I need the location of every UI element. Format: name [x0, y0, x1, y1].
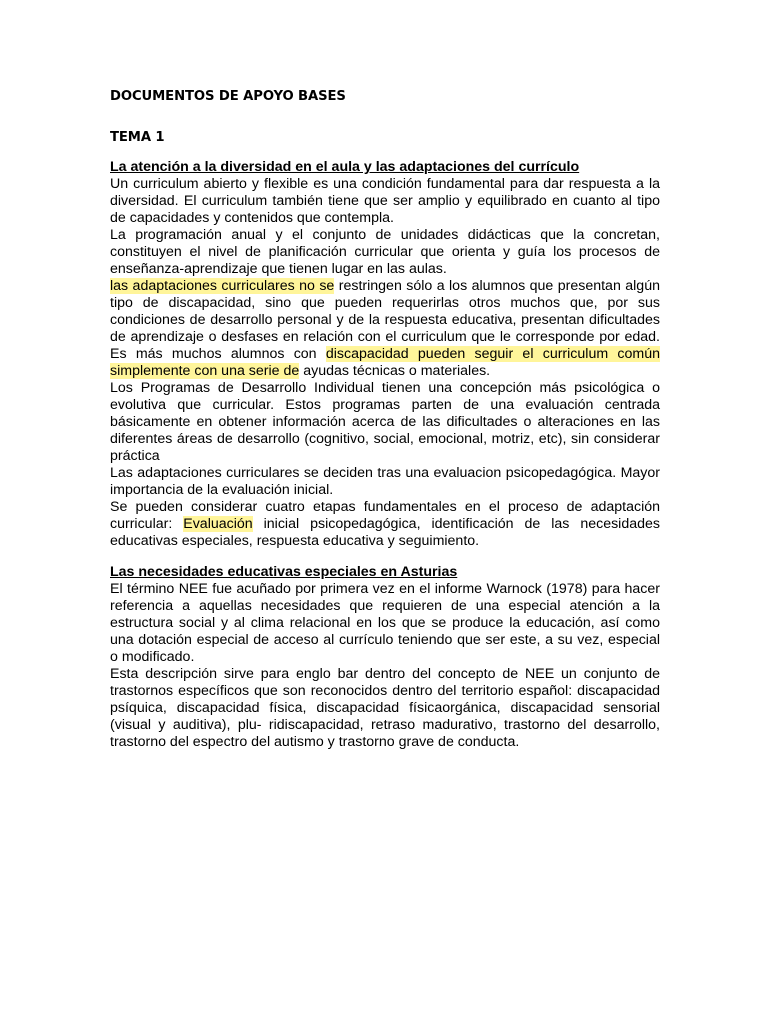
document-page: [110, 88, 660, 751]
highlight-discapacidad: discapacidad pueden seguir el curriculum común simplemente con una serie de: [110, 346, 660, 379]
section-heading-diversidad: La atención a la diversidad en el aula y las adaptaciones del currículo: [110, 159, 580, 175]
paragraph-adaptaciones: [110, 278, 660, 380]
tema-heading: TEMA 1: [110, 130, 165, 145]
document-title: DOCUMENTOS DE APOYO BASES: [110, 89, 346, 104]
text-span: inicial psicopedagógica, identificación de las necesidades educativas especiales, respuesta educativa y seguimiento.: [110, 516, 660, 549]
paragraph-programas-desarrollo: Los Programas de Desarrollo Individual tienen una concepción más psicológica o evolutiva que curricular. Estos programas parten de una evaluación centrada básicamente en obtener información acerca de las dificultades o alteraciones en las diferentes áreas de desarrollo (cognitivo, social, emocional, motriz, etc), sin considerar práctica: [110, 380, 660, 464]
highlight-adaptaciones: las adaptaciones curriculares no se: [110, 278, 335, 294]
paragraph-warnock: El término NEE fue acuñado por primera vez en el informe Warnock (1978) para hacer referencia a aquellas necesidades que requieren de una especial atención a la estructura social y al clima relacional en los que se produce la educación, así como una dotación especial de acceso al currículo teniendo que ser este, a su vez, especial o modificado.: [110, 581, 660, 665]
paragraph-programacion: La programación anual y el conjunto de unidades didácticas que la concretan, constituyen el nivel de planificación curricular que orienta y guía los procesos de enseñanza-aprendizaje que tienen lugar en las aulas.: [110, 227, 660, 277]
text-span: Se pueden considerar cuatro etapas fundamentales en el proceso de adaptación curricular:: [110, 499, 660, 532]
paragraph-etapas: [110, 499, 660, 550]
paragraph-curriculum: Un curriculum abierto y flexible es una condición fundamental para dar respuesta a la diversidad. El curriculum también tiene que ser amplio y equilibrado en cuanto al tipo de capacidades y contenidos que contempla.: [110, 176, 660, 226]
paragraph-evaluacion-psicopedagogica: Las adaptaciones curriculares se deciden tras una evaluacion psicopedagógica. Mayor importancia de la evaluación inicial.: [110, 465, 660, 498]
paragraph-trastornos: Esta descripción sirve para englo bar dentro del concepto de NEE un conjunto de trastornos específicos que son reconocidos dentro del territorio español: discapacidad psíquica, discapacidad física, discapacidad físicaorgánica, discapacidad sensorial (visual y auditiva), plu- ridiscapacidad, retraso madurativo, trastorno del desarrollo, trastorno del espectro del autismo y trastorno grave de conducta.: [110, 666, 660, 750]
highlight-evaluacion: Evaluación: [183, 516, 253, 532]
text-span: restringen sólo a los alumnos que presentan algún tipo de discapacidad, sino que pueden requerirlas otros muchos que, por sus condiciones de desarrollo personal y de la respuesta educativa, presentan dificultades de aprendizaje o desfases en relación con el curriculum que le corresponde por edad. Es más muchos alumnos con: [110, 278, 660, 362]
text-span: ayudas técnicas o materiales.: [299, 363, 491, 379]
section-heading-nee-asturias: Las necesidades educativas especiales en Asturias: [110, 564, 458, 580]
